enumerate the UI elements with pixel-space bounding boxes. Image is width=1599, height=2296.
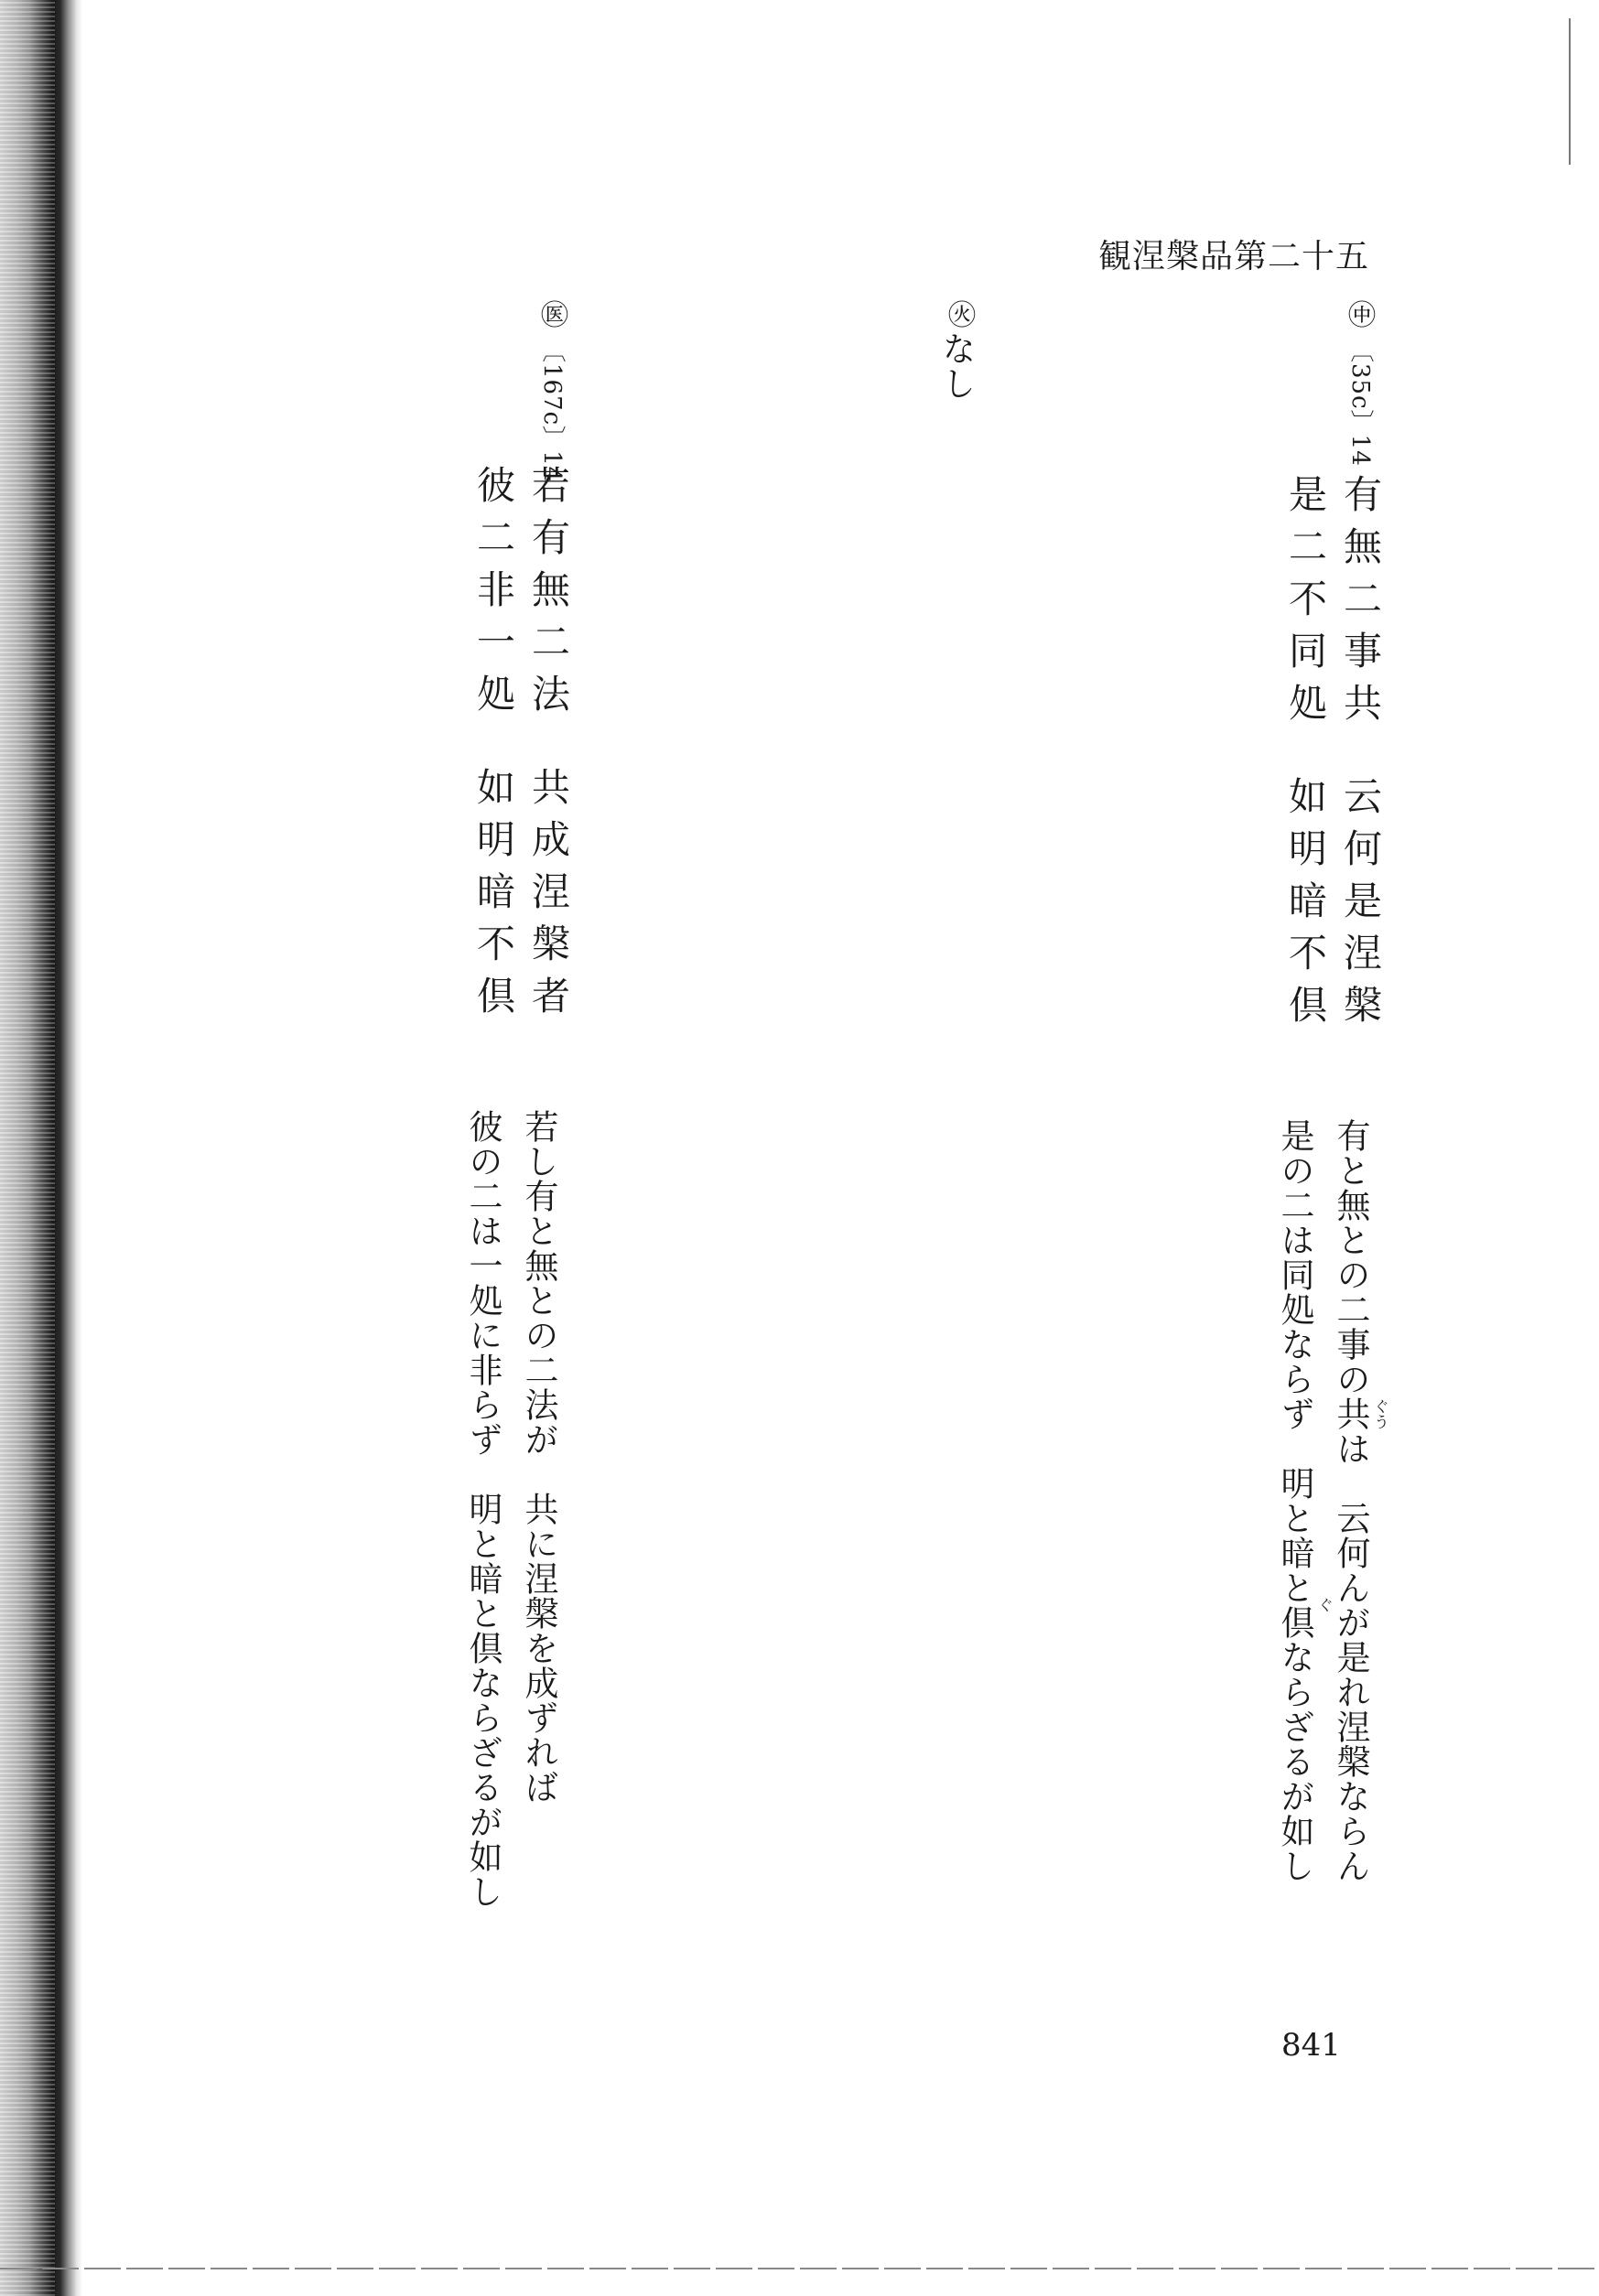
note-text-2: なし [936, 331, 976, 401]
note-ref-3: 〔167c〕14 [538, 339, 566, 483]
note-marker-1: ㊥ [1343, 300, 1375, 328]
gloss-left-line2: 彼の二は一処に非らず 明と暗と倶ならざるが如し [463, 1109, 502, 1909]
note-ref-1: 〔35c〕14 [1346, 339, 1374, 467]
running-head: 観涅槃品第二十五 [1098, 238, 1370, 275]
verse-left-line2-a: 彼二非一処 [471, 465, 516, 726]
binding-shadow [0, 0, 82, 2296]
verse-right-line2-a: 是二不同処 [1283, 474, 1328, 735]
scan-bottom-rule [0, 2268, 1599, 2269]
verse-left-line1-b: 共成涅槃者 [526, 767, 571, 1028]
gloss-left-line1: 若し有と無との二法が 共に涅槃を成ずれば [519, 1109, 558, 1805]
page-number: 841 [1281, 2027, 1341, 2064]
verse-right-line2-b: 如明暗不倶 [1283, 776, 1328, 1037]
scan-edge-rule [1569, 18, 1571, 165]
note-marker-3: ㊩ [535, 300, 567, 328]
note-marker-2: ㊋ [943, 300, 975, 328]
gloss-right-line1: 有と無との二事の共は 云何んが是れ涅槃ならん [1331, 1118, 1370, 1883]
ruby-gu: ぐ [1314, 1597, 1333, 1612]
verse-left-line1-a: 若有無二法 [526, 465, 571, 726]
ruby-kyou: ぐう [1370, 1398, 1388, 1429]
gloss-right-line2: 是の二は同処ならず 明と暗と倶ならざるが如し [1275, 1118, 1314, 1883]
verse-right-line1-b: 云何是涅槃 [1338, 776, 1383, 1037]
verse-left-line2-b: 如明暗不倶 [471, 767, 516, 1028]
verse-right-line1-a: 有無二事共 [1338, 474, 1383, 735]
